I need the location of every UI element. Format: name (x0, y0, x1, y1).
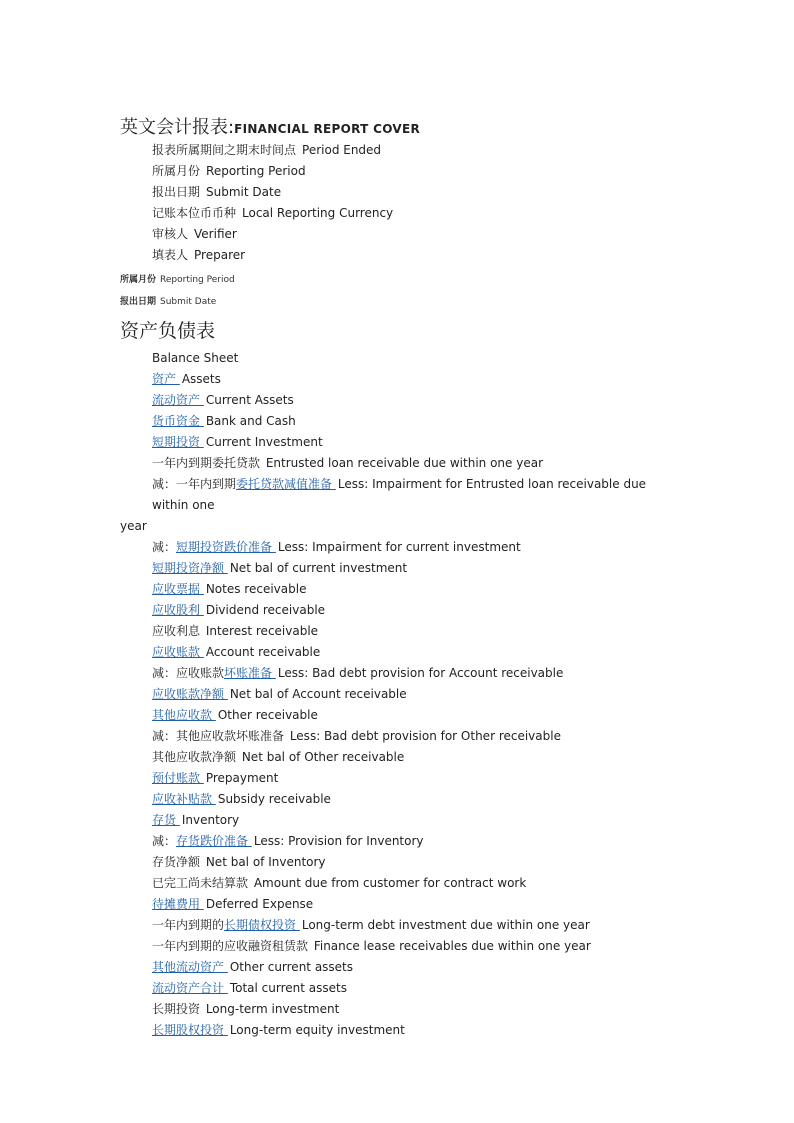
balance-sheet-row (152, 789, 672, 810)
term-link[interactable]: 其他流动资产 (152, 960, 228, 974)
balance-sheet-row (152, 705, 672, 726)
row-label-en: Dividend receivable (205, 603, 326, 617)
cover-title-cn: 英文会计报表: (120, 117, 235, 138)
row-label-cn: 减：应收账款 (152, 666, 225, 680)
row-label-en: Current Investment (205, 435, 323, 449)
row-label-en: Less: Bad debt provision for Other receivable (289, 729, 561, 743)
term-link[interactable]: 应收票据 (152, 582, 204, 596)
balance-sheet-row (152, 432, 672, 453)
balance-sheet-row (152, 1020, 672, 1041)
cover-title-en: FINANCIAL REPORT COVER (234, 122, 421, 136)
row-label-en: Inventory (181, 813, 240, 827)
balance-sheet-heading: 资产负债表 (120, 320, 216, 342)
row-label-en: Notes receivable (205, 582, 307, 596)
row-label-en: Long-term debt investment due within one year (301, 918, 590, 932)
row-label-cn: 长期投资 (152, 1002, 204, 1016)
cover-field: 报表所属期间之期末时间点 Period Ended (152, 143, 382, 157)
row-label-en: Net bal of Account receivable (229, 687, 407, 701)
row-label-cn: 一年内到期的 (152, 918, 225, 932)
row-label-en: Assets (181, 372, 221, 386)
row-label-cn: 减：其他应收款坏账准备 (152, 729, 288, 743)
row-label-cn: 一年内到期的应收融资租赁款 (152, 939, 312, 953)
balance-sheet-row (152, 621, 672, 642)
row-label-en: Account receivable (205, 645, 321, 659)
balance-sheet-row (152, 369, 672, 390)
term-link[interactable]: 短期投资 (152, 435, 204, 449)
row-label-cn: 存货净额 (152, 855, 204, 869)
row-label-en: Long-term equity investment (229, 1023, 405, 1037)
row-label-en: Total current assets (229, 981, 347, 995)
row-label-en: Deferred Expense (205, 897, 314, 911)
row-label-cn: 其他应收款净额 (152, 750, 240, 764)
balance-sheet-row (152, 831, 672, 852)
balance-sheet-row (120, 474, 672, 537)
term-link[interactable]: 货币资金 (152, 414, 204, 428)
term-link[interactable]: 应收股利 (152, 603, 204, 617)
balance-sheet-row (152, 684, 672, 705)
balance-sheet-row (152, 810, 672, 831)
row-label-en: Net bal of Other receivable (241, 750, 405, 764)
small-field-reporting-period: 所属月份 Reporting Period (120, 275, 235, 285)
balance-sheet-row (152, 852, 672, 873)
balance-sheet-row (152, 957, 672, 978)
row-label-en: Finance lease receivables due within one year (313, 939, 591, 953)
row-label-en: Other receivable (217, 708, 318, 722)
balance-sheet-row (152, 936, 672, 957)
balance-sheet-row (152, 642, 672, 663)
row-label-cn: 减： (152, 834, 177, 848)
balance-sheet-row (152, 453, 672, 474)
balance-sheet-row (152, 579, 672, 600)
balance-sheet-list (120, 348, 672, 1041)
term-link[interactable]: 长期债权投资 (224, 918, 300, 932)
term-link[interactable]: 存货 (152, 813, 180, 827)
balance-sheet-row (152, 915, 672, 936)
balance-sheet-row (152, 411, 672, 432)
balance-sheet-row (152, 978, 672, 999)
term-link[interactable]: 短期投资净额 (152, 561, 228, 575)
row-label-en: Other current assets (229, 960, 354, 974)
row-label-en-continued: year (120, 519, 147, 533)
balance-sheet-row (152, 768, 672, 789)
row-label-en: Amount due from customer for contract work (253, 876, 527, 890)
term-link[interactable]: 坏账准备 (224, 666, 276, 680)
cover-field: 记账本位币币种 Local Reporting Currency (152, 206, 394, 220)
term-link[interactable]: 流动资产 (152, 393, 204, 407)
balance-sheet-row (152, 873, 672, 894)
term-link[interactable]: 预付账款 (152, 771, 204, 785)
term-link[interactable]: 其他应收款 (152, 708, 216, 722)
row-label-cn: 应收利息 (152, 624, 204, 638)
row-label-cn: 减：一年内到期 (152, 477, 237, 491)
row-label-en: Current Assets (205, 393, 294, 407)
row-label-en: Less: Impairment for current investment (277, 540, 521, 554)
balance-sheet-row (152, 537, 672, 558)
row-label-cn: 已完工尚未结算款 (152, 876, 252, 890)
row-label-en: Net bal of current investment (229, 561, 408, 575)
term-link[interactable]: 短期投资跌价准备 (176, 540, 276, 554)
term-link[interactable]: 应收补贴款 (152, 792, 216, 806)
row-label-en: Bank and Cash (205, 414, 296, 428)
balance-sheet-row (152, 558, 672, 579)
term-link[interactable]: 资产 (152, 372, 180, 386)
row-label-en: Interest receivable (205, 624, 319, 638)
cover-field: 报出日期 Submit Date (152, 185, 282, 199)
row-label-en: Prepayment (205, 771, 279, 785)
term-link[interactable]: 存货跌价准备 (176, 834, 252, 848)
balance-sheet-row (152, 663, 672, 684)
cover-field: 审核人 Verifier (152, 227, 237, 241)
term-link[interactable]: 应收账款 (152, 645, 204, 659)
cover-field: 所属月份 Reporting Period (152, 164, 306, 178)
row-label-cn: 一年内到期委托贷款 (152, 456, 264, 470)
balance-sheet-subtitle: Balance Sheet (152, 351, 239, 365)
row-label-en: Entrusted loan receivable due within one year (265, 456, 543, 470)
cover-field-list (152, 140, 393, 266)
row-label-en: Less: Provision for Inventory (253, 834, 424, 848)
term-link[interactable]: 应收账款净额 (152, 687, 228, 701)
row-label-en: Less: Bad debt provision for Account receivable (277, 666, 564, 680)
cover-field: 填表人 Preparer (152, 248, 246, 262)
term-link[interactable]: 长期股权投资 (152, 1023, 228, 1037)
term-link[interactable]: 待摊费用 (152, 897, 204, 911)
term-link[interactable]: 流动资产合计 (152, 981, 228, 995)
row-label-cn: 减： (152, 540, 177, 554)
row-label-en: Subsidy receivable (217, 792, 331, 806)
row-label-en: Less: Impairment for Entrusted loan receivable due within one (152, 477, 647, 512)
balance-sheet-row (152, 747, 672, 768)
cover-heading (120, 113, 420, 139)
balance-sheet-row (152, 999, 672, 1020)
balance-sheet-row (152, 390, 672, 411)
row-label-en: Net bal of Inventory (205, 855, 326, 869)
small-field-submit-date: 报出日期 Submit Date (120, 297, 217, 307)
balance-sheet-row (152, 726, 672, 747)
balance-sheet-row (152, 600, 672, 621)
row-label-en: Long-term investment (205, 1002, 340, 1016)
term-link[interactable]: 委托贷款减值准备 (236, 477, 336, 491)
balance-sheet-row (152, 894, 672, 915)
